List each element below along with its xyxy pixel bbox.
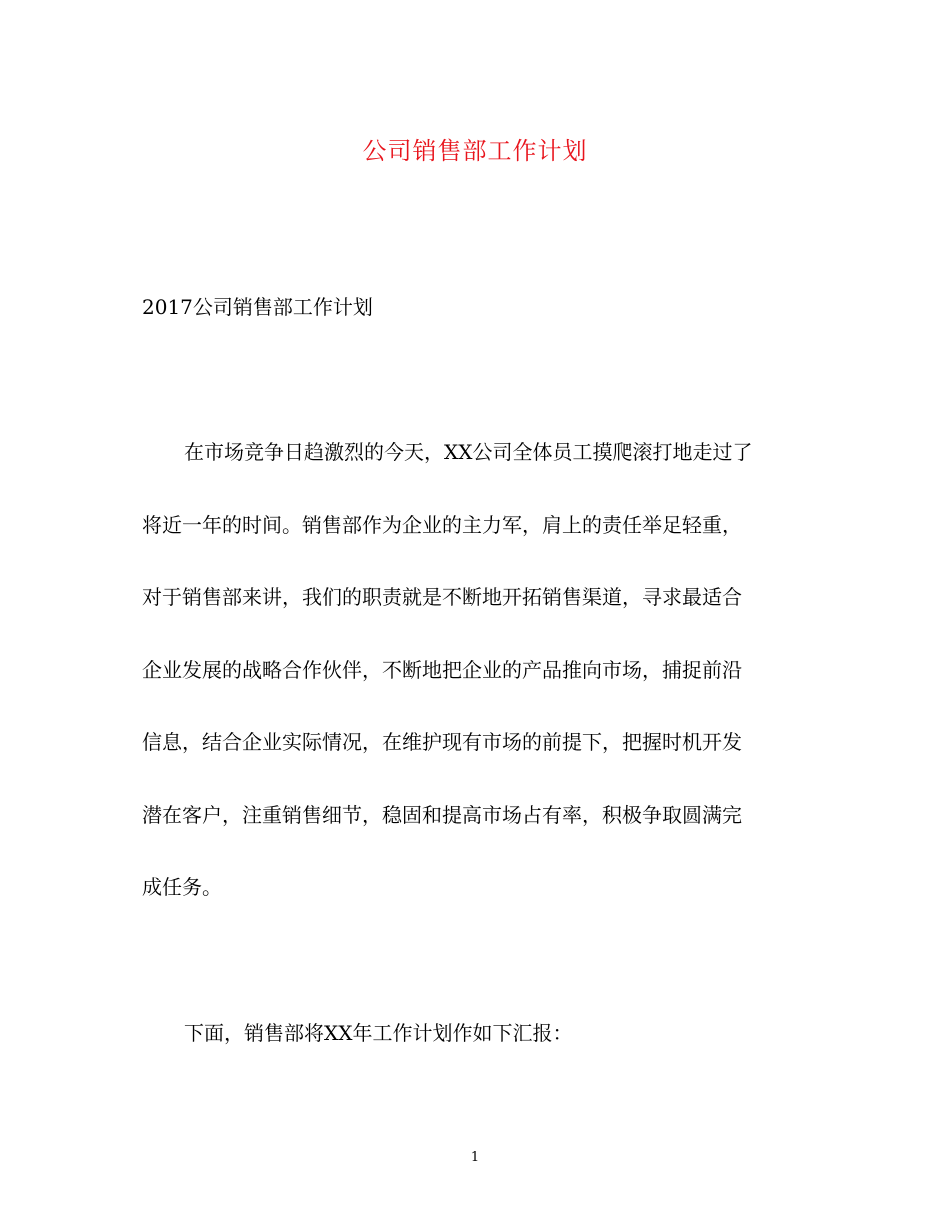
paragraph-line: 潜在客户，注重销售细节，稳固和提高市场占有率，积极争取圆满完: [142, 802, 742, 827]
document-subtitle: 2017公司销售部工作计划: [142, 295, 373, 319]
closing-paragraph: 下面，销售部将XX年工作计划作如下汇报：: [184, 1021, 573, 1045]
page-number: 1: [470, 1150, 480, 1165]
document-title: 公司销售部工作计划: [362, 137, 588, 165]
paragraph-line: 企业发展的战略合作伙伴，不断地把企业的产品推向市场，捕捉前沿: [142, 657, 742, 682]
paragraph-line: 将近一年的时间。销售部作为企业的主力军，肩上的责任举足轻重，: [142, 512, 742, 537]
paragraph-line: 对于销售部来讲，我们的职责就是不断地开拓销售渠道，寻求最适合: [142, 585, 742, 609]
paragraph-line: 在市场竞争日趋激烈的今天，XX公司全体员工摸爬滚打地走过了: [184, 440, 753, 464]
paragraph-line: 成任务。: [142, 875, 222, 899]
paragraph-line: 信息，结合企业实际情况，在维护现有市场的前提下，把握时机开发: [142, 730, 742, 754]
body-paragraph: [142, 432, 802, 940]
